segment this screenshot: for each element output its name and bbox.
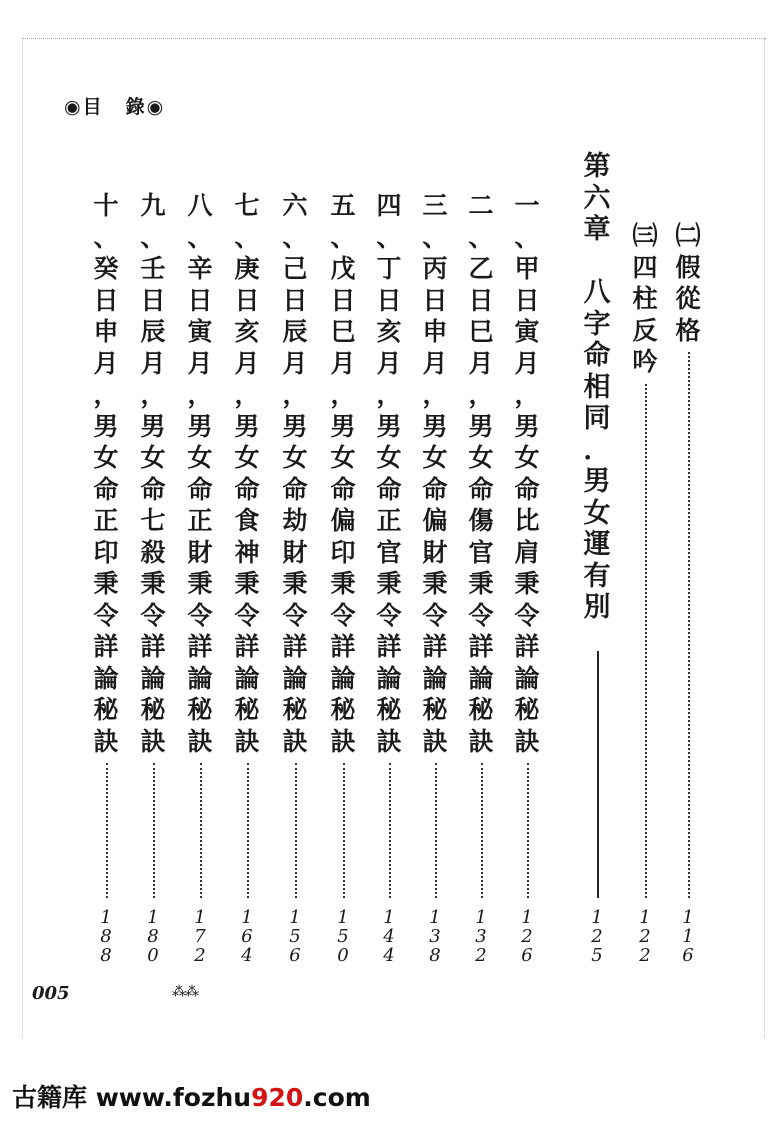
toc-entry xyxy=(672,220,704,965)
page-edge xyxy=(764,38,765,1038)
leader-line xyxy=(153,763,155,898)
leader-line xyxy=(200,763,202,898)
toc-entry xyxy=(90,190,122,965)
leader-line xyxy=(343,763,345,898)
page-ref: 1 8 0 xyxy=(147,907,159,966)
toc-chapter xyxy=(581,150,613,965)
page-ref: 1 2 2 xyxy=(639,907,651,966)
header-left: ◉目 xyxy=(64,96,104,118)
entry-title: 三 、 丙 日 申 月 ， 男 女 命 偏 財 秉 令 詳 論 秘 訣 xyxy=(422,191,448,756)
entry-title: 六 、 己 日 辰 月 ， 男 女 命 劫 財 秉 令 詳 論 秘 訣 xyxy=(282,191,308,756)
entry-title: ㈡ 假 從 格 xyxy=(675,221,701,345)
toc-entry xyxy=(327,190,359,965)
page-ref: 1 3 2 xyxy=(475,907,487,966)
leader-line xyxy=(435,763,437,898)
entry-title: ㈢ 四 柱 反 吟 xyxy=(632,221,658,376)
toc-entry xyxy=(279,190,311,965)
watermark-text: 古籍库 www.fozhu xyxy=(12,1083,252,1112)
page-header xyxy=(64,92,165,119)
toc-entry xyxy=(184,190,216,965)
leader-line xyxy=(106,763,108,898)
page-ref: 1 2 6 xyxy=(521,907,533,966)
entry-title: 八 、 辛 日 寅 月 ， 男 女 命 正 財 秉 令 詳 論 秘 訣 xyxy=(187,191,213,756)
toc-entry xyxy=(465,190,497,965)
entry-title: 五 、 戊 日 巳 月 ， 男 女 命 偏 印 秉 令 詳 論 秘 訣 xyxy=(330,191,356,756)
leader-line xyxy=(645,384,647,899)
ornament: ⁂⁂ xyxy=(172,984,198,1000)
entry-title: 七 、 庚 日 亥 月 ， 男 女 命 食 神 秉 令 詳 論 秘 訣 xyxy=(234,191,260,756)
entry-title: 四 、 丁 日 亥 月 ， 男 女 命 正 官 秉 令 詳 論 秘 訣 xyxy=(376,191,402,756)
page-edge xyxy=(22,38,766,39)
watermark xyxy=(12,1078,371,1114)
header-right: 錄◉ xyxy=(125,96,166,118)
toc-entry xyxy=(629,220,661,965)
leader-line xyxy=(481,763,483,898)
entry-title: 九 、 壬 日 辰 月 ， 男 女 命 七 殺 秉 令 詳 論 秘 訣 xyxy=(140,191,166,756)
page-ref: 1 5 0 xyxy=(337,907,349,966)
entry-title: 二 、 乙 日 巳 月 ， 男 女 命 傷 官 秉 令 詳 論 秘 訣 xyxy=(468,191,494,756)
toc-entry xyxy=(419,190,451,965)
toc-entry xyxy=(231,190,263,965)
page-edge xyxy=(22,38,23,1038)
page-ref: 1 5 6 xyxy=(289,907,301,966)
page-ref: 1 1 6 xyxy=(682,907,694,966)
leader-line xyxy=(597,651,599,898)
watermark-accent: 920 xyxy=(251,1083,304,1112)
leader-line xyxy=(247,763,249,898)
entry-title: 一 、 甲 日 寅 月 ， 男 女 命 比 肩 秉 令 詳 論 秘 訣 xyxy=(514,191,540,756)
watermark-suffix: .com xyxy=(303,1083,371,1112)
page-ref: 1 8 8 xyxy=(100,907,112,966)
page-ref: 1 6 4 xyxy=(241,907,253,966)
leader-line xyxy=(389,763,391,898)
toc-entry xyxy=(137,190,169,965)
entry-title: 第 六 章 八 字 命 相 同 ． 男 女 運 有 別 xyxy=(583,151,611,623)
page-ref: 1 3 8 xyxy=(429,907,441,966)
page-ref: 1 2 5 xyxy=(591,907,603,966)
toc-entry xyxy=(373,190,405,965)
page-ref: 1 4 4 xyxy=(383,907,395,966)
leader-line xyxy=(688,352,690,898)
leader-line xyxy=(295,763,297,898)
leader-line xyxy=(527,763,529,898)
entry-title: 十 、 癸 日 申 月 ， 男 女 命 正 印 秉 令 詳 論 秘 訣 xyxy=(93,191,119,756)
toc-entry xyxy=(511,190,543,965)
page-number: 005 xyxy=(32,983,70,1004)
page-ref: 1 7 2 xyxy=(194,907,206,966)
